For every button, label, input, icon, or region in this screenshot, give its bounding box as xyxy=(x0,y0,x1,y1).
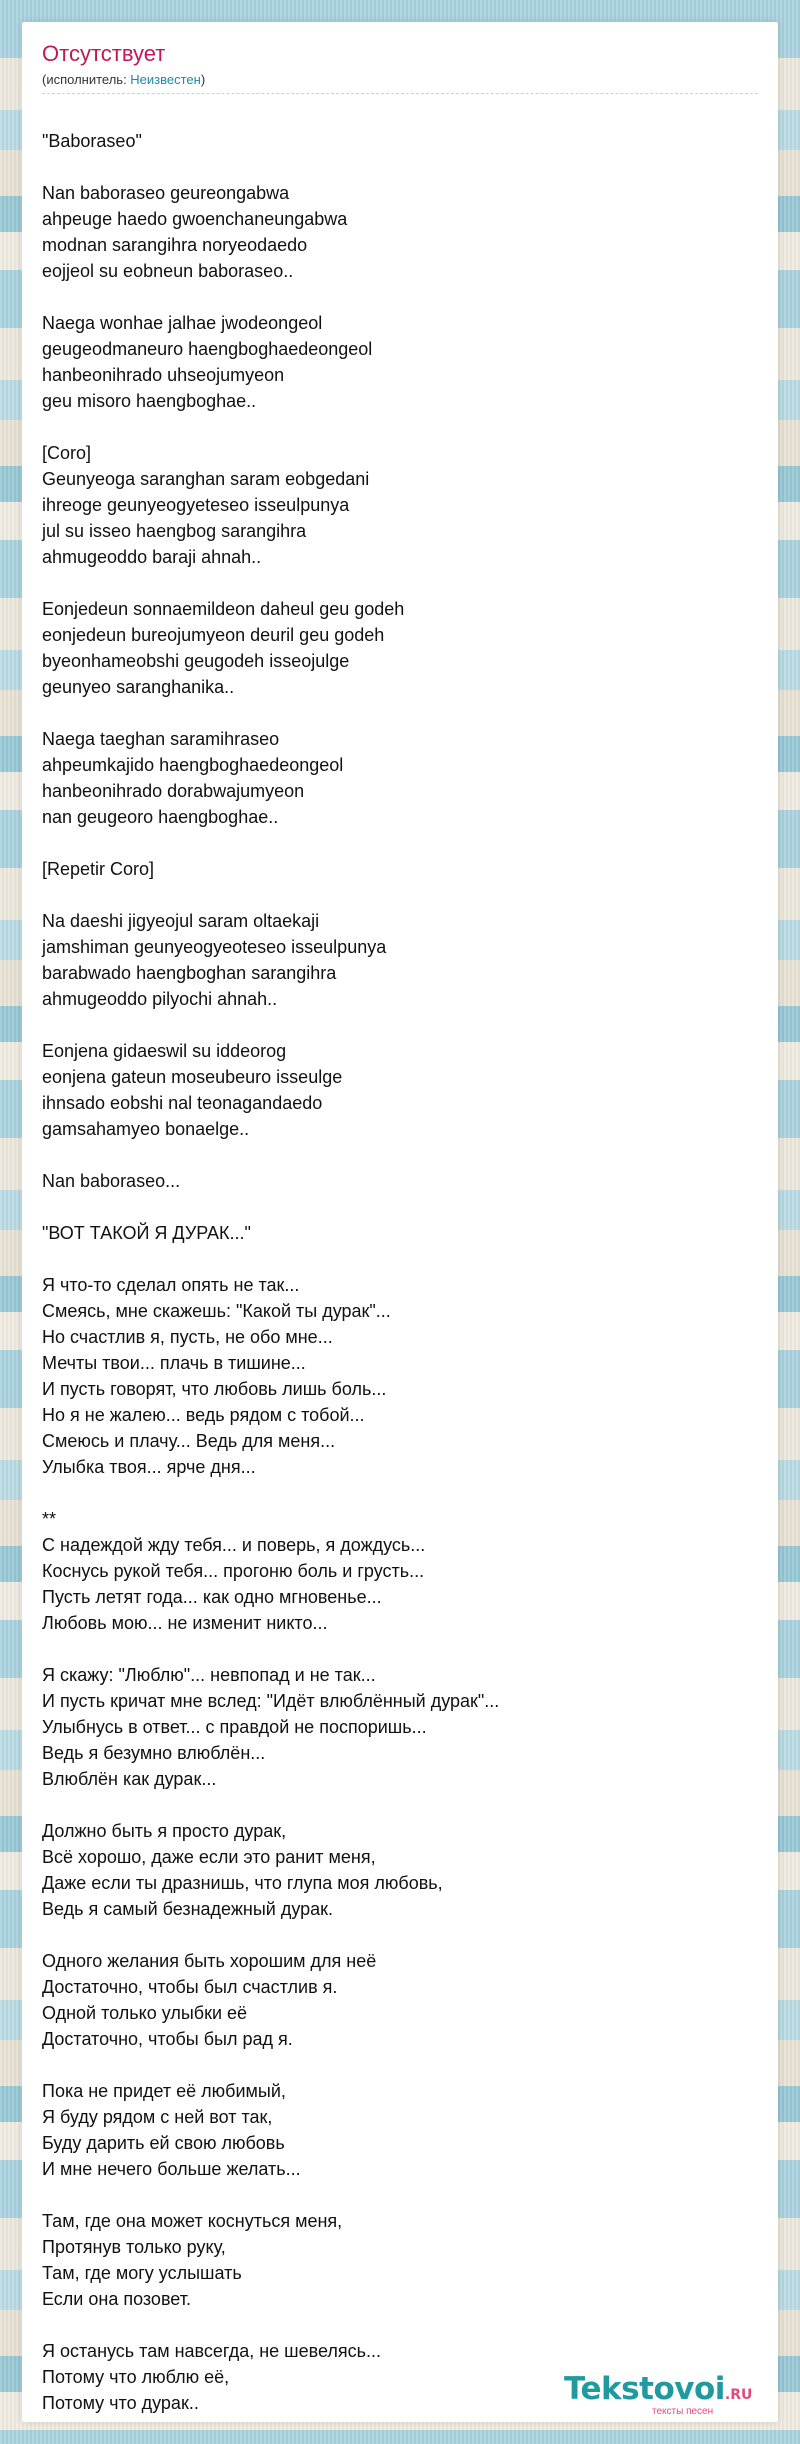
lyric-line: [Repetir Coro] xyxy=(42,859,155,879)
lyric-line: Я что-то сделал опять не так... xyxy=(42,1275,300,1295)
lyric-line: ahmugeoddo baraji ahnah.. xyxy=(42,547,262,567)
artist-suffix: ) xyxy=(200,72,206,87)
lyric-line: Na daeshi jigyeojul saram oltaekaji xyxy=(42,911,320,931)
lyric-line: Мечты твои... плачь в тишине... xyxy=(42,1353,306,1373)
logo-tld: .RU xyxy=(724,2387,753,2403)
lyric-line: Потому что люблю её, xyxy=(42,2367,230,2387)
lyric-line: Влюблён как дурак... xyxy=(42,1769,217,1789)
lyric-line: Там, где она может коснуться меня, xyxy=(42,2211,343,2231)
lyric-line: Eonjedeun sonnaemildeon daheul geu godeh xyxy=(42,599,405,619)
lyric-line: ** xyxy=(42,1509,57,1529)
lyric-line: Протянув только руку, xyxy=(42,2237,226,2257)
lyric-line: ahpeuge haedo gwoenchaneungabwa xyxy=(42,209,348,229)
logo-wordmark: Tekstovoi xyxy=(564,2371,725,2407)
lyric-line: modnan sarangihra noryeodaedo xyxy=(42,235,308,255)
lyrics-stanza xyxy=(42,1948,758,2052)
lyric-line: Ведь я самый безнадежный дурак. xyxy=(42,1899,334,1919)
lyric-line: ahpeumkajido haengboghaedeongeol xyxy=(42,755,344,775)
lyrics-stanza xyxy=(42,2078,758,2182)
lyric-line: Я скажу: "Люблю"... невпопад и не так... xyxy=(42,1665,376,1685)
lyric-line: "Baboraseo" xyxy=(42,131,142,151)
lyric-line: nan geugeoro haengboghae.. xyxy=(42,807,279,827)
lyric-line: Nan baboraseo geureongabwa xyxy=(42,183,290,203)
lyric-line: ihnsado eobshi nal teonagandaedo xyxy=(42,1093,323,1113)
lyric-line: Я останусь там навсегда, не шевелясь... xyxy=(42,2341,382,2361)
lyric-line: geunyeo saranghanika.. xyxy=(42,677,235,697)
lyric-line: ahmugeoddo pilyochi ahnah.. xyxy=(42,989,278,1009)
artist-line xyxy=(42,71,758,89)
lyric-line: Всё хорошо, даже если это ранит меня, xyxy=(42,1847,376,1867)
lyric-line: Nan baboraseo... xyxy=(42,1171,181,1191)
site-logo[interactable] xyxy=(564,2372,764,2420)
lyric-line: jamshiman geunyeogyeoteseo isseulpunya xyxy=(42,937,387,957)
lyric-line: С надеждой жду тебя... и поверь, я дождусь... xyxy=(42,1535,426,1555)
lyrics-stanza xyxy=(42,908,758,1012)
lyric-line: Достаточно, чтобы был счастлив я. xyxy=(42,1977,338,1997)
header-divider xyxy=(42,93,758,94)
artist-link[interactable]: Неизвестен xyxy=(130,72,201,87)
lyric-line: Но я не жалею... ведь рядом с тобой... xyxy=(42,1405,365,1425)
lyric-line: Смеюсь и плачу... Ведь для меня... xyxy=(42,1431,336,1451)
lyric-line: Любовь мою... не изменит никто... xyxy=(42,1613,328,1633)
lyric-line: Потому что дурак.. xyxy=(42,2393,199,2413)
lyrics-stanza xyxy=(42,1272,758,1480)
lyric-line: jul su isseo haengbog sarangihra xyxy=(42,521,307,541)
lyric-line: Одной только улыбки её xyxy=(42,2003,248,2023)
lyrics-stanza xyxy=(42,856,758,882)
lyric-line: Но счастлив я, пусть, не обо мне... xyxy=(42,1327,333,1347)
lyrics-card xyxy=(22,22,778,2422)
lyric-line: eonjena gateun moseubeuro isseulge xyxy=(42,1067,343,1087)
lyric-line: Даже если ты дразнишь, что глупа моя любовь, xyxy=(42,1873,443,1893)
lyric-line: Должно быть я просто дурак, xyxy=(42,1821,287,1841)
lyric-line: byeonhameobshi geugodeh isseojulge xyxy=(42,651,350,671)
lyric-line: hanbeonihrado dorabwajumyeon xyxy=(42,781,305,801)
lyrics-stanza xyxy=(42,310,758,414)
lyric-line: "ВОТ ТАКОЙ Я ДУРАК..." xyxy=(42,1223,251,1243)
lyric-line: Eonjena gidaeswil su iddeorog xyxy=(42,1041,287,1061)
lyrics-stanza xyxy=(42,1168,758,1194)
lyrics-stanza xyxy=(42,440,758,570)
lyrics-stanza xyxy=(42,2208,758,2312)
lyrics-stanza xyxy=(42,180,758,284)
lyric-line: Naega wonhae jalhae jwodeongeol xyxy=(42,313,323,333)
lyric-line: Улыбка твоя... ярче дня... xyxy=(42,1457,256,1477)
lyric-line: И пусть кричат мне вслед: "Идёт влюблённый дурак"... xyxy=(42,1691,500,1711)
lyrics-stanza xyxy=(42,1818,758,1922)
lyrics-stanza xyxy=(42,1220,758,1246)
lyric-line: geu misoro haengboghae.. xyxy=(42,391,257,411)
lyric-line: Naega taeghan saramihraseo xyxy=(42,729,280,749)
lyric-line: [Coro] xyxy=(42,443,92,463)
song-title: Отсутствует xyxy=(42,41,166,66)
lyric-line: hanbeonihrado uhseojumyeon xyxy=(42,365,285,385)
lyric-line: Ведь я безумно влюблён... xyxy=(42,1743,266,1763)
lyric-line: Я буду рядом с ней вот так, xyxy=(42,2107,273,2127)
lyric-line: geugeodmaneuro haengboghaedeongeol xyxy=(42,339,373,359)
lyric-line: gamsahamyeo bonaelge.. xyxy=(42,1119,250,1139)
lyrics-stanza xyxy=(42,1038,758,1142)
lyrics-stanza xyxy=(42,596,758,700)
lyric-line: И мне нечего больше желать... xyxy=(42,2159,301,2179)
lyric-line: Пока не придет её любимый, xyxy=(42,2081,286,2101)
lyrics-stanza xyxy=(42,128,758,154)
lyric-line: eonjedeun bureojumyeon deuril geu godeh xyxy=(42,625,385,645)
lyrics-stanza xyxy=(42,1506,758,1636)
lyric-line: ihreoge geunyeogyeteseo isseulpunya xyxy=(42,495,350,515)
song-header xyxy=(42,42,758,94)
lyric-line: Там, где могу услышать xyxy=(42,2263,242,2283)
lyric-line: barabwado haengboghan sarangihra xyxy=(42,963,337,983)
lyrics-stanza xyxy=(42,1662,758,1792)
lyric-line: Достаточно, чтобы был рад я. xyxy=(42,2029,293,2049)
lyric-line: eojjeol su eobneun baboraseo.. xyxy=(42,261,294,281)
lyric-line: Смеясь, мне скажешь: "Какой ты дурак"... xyxy=(42,1301,391,1321)
logo-tagline: тексты песен xyxy=(652,2406,714,2417)
lyric-line: Если она позовет. xyxy=(42,2289,191,2309)
lyric-line: Geunyeoga saranghan saram eobgedani xyxy=(42,469,370,489)
artist-prefix: (исполнитель: xyxy=(42,72,131,87)
lyric-line: Буду дарить ей свою любовь xyxy=(42,2133,285,2153)
lyrics-stanza xyxy=(42,726,758,830)
lyrics-body xyxy=(42,128,758,2442)
lyric-line: И пусть говорят, что любовь лишь боль... xyxy=(42,1379,387,1399)
lyric-line: Пусть летят года... как одно мгновенье... xyxy=(42,1587,382,1607)
lyric-line: Улыбнусь в ответ... с правдой не поспоришь... xyxy=(42,1717,427,1737)
lyric-line: Одного желания быть хорошим для неё xyxy=(42,1951,377,1971)
lyric-line: Коснусь рукой тебя... прогоню боль и грусть... xyxy=(42,1561,425,1581)
